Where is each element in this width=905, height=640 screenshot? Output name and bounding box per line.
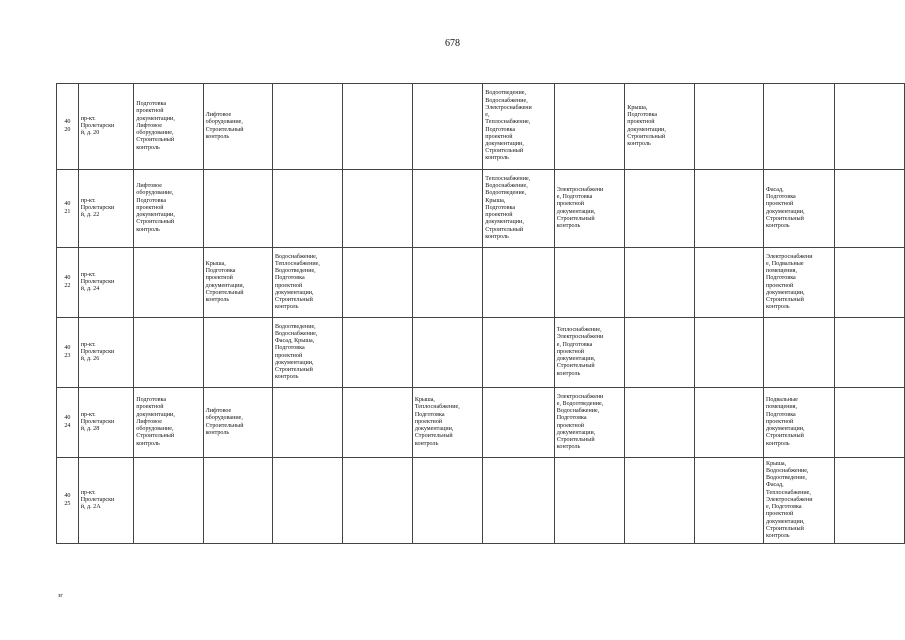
work-cell bbox=[694, 248, 763, 318]
work-text: Водоотведение, Водоснабжение, Фасад, Крыша, Подготовка проектной документации, Строительный контроль bbox=[274, 323, 318, 381]
row-number: 40 20 bbox=[64, 119, 71, 133]
work-text: Фасад, Подготовка проектной документации, Строительный контроль bbox=[766, 186, 805, 229]
work-cell bbox=[483, 170, 554, 248]
work-cell bbox=[483, 84, 554, 170]
work-cell bbox=[412, 318, 482, 388]
work-cell bbox=[203, 170, 272, 248]
work-text: Крыша, Теплоснабжение, Подготовка проектной документации, Строительный контроль bbox=[414, 397, 460, 447]
work-cell bbox=[412, 84, 482, 170]
work-cell bbox=[764, 170, 835, 248]
row-number: 40 21 bbox=[64, 201, 71, 215]
work-text: Лифтовое оборудование, Строительный контроль bbox=[205, 112, 244, 140]
address-text: пр-кт. Пролетарски й, д. 28 bbox=[80, 411, 115, 433]
work-cell bbox=[203, 84, 272, 170]
work-text: Электроснабжени е, Подвальные помещения, Подготовка проектной документации, Строительный контроль bbox=[766, 253, 813, 311]
work-cell bbox=[764, 84, 835, 170]
work-cell bbox=[134, 170, 203, 248]
work-cell bbox=[554, 170, 625, 248]
work-cell bbox=[554, 84, 625, 170]
work-cell bbox=[625, 388, 694, 458]
work-cell bbox=[203, 248, 272, 318]
work-cell bbox=[343, 458, 412, 544]
work-cell bbox=[134, 84, 203, 170]
row-number-cell bbox=[57, 248, 79, 318]
work-cell bbox=[134, 388, 203, 458]
work-cell bbox=[554, 458, 625, 544]
row-number: 40 22 bbox=[64, 275, 71, 289]
work-cell bbox=[834, 170, 904, 248]
table-row bbox=[57, 318, 905, 388]
work-cell bbox=[694, 388, 763, 458]
table-row bbox=[57, 84, 905, 170]
work-cell bbox=[343, 84, 412, 170]
work-text: Водоотведение, Водоснабжение, Электроснабжени е, Теплоснабжение, Подготовка проектной документации, Строительный контроль bbox=[485, 90, 532, 162]
work-cell bbox=[343, 318, 412, 388]
work-cell bbox=[483, 248, 554, 318]
work-cell bbox=[272, 84, 342, 170]
address-text: пр-кт. Пролетарски й, д. 20 bbox=[80, 115, 115, 137]
address-text: пр-кт. Пролетарски й, д. 26 bbox=[80, 341, 115, 363]
work-schedule-table bbox=[56, 83, 905, 544]
work-cell bbox=[554, 318, 625, 388]
work-cell bbox=[412, 458, 482, 544]
work-cell bbox=[834, 248, 904, 318]
work-cell bbox=[272, 388, 342, 458]
work-cell bbox=[483, 458, 554, 544]
work-cell bbox=[272, 248, 342, 318]
address-text: пр-кт. Пролетарски й, д. 22 bbox=[80, 197, 115, 219]
work-cell bbox=[764, 388, 835, 458]
work-text: Крыша, Подготовка проектной документации, Строительный контроль bbox=[627, 104, 666, 147]
work-cell bbox=[764, 318, 835, 388]
work-cell bbox=[483, 318, 554, 388]
work-cell bbox=[764, 458, 835, 544]
work-cell bbox=[272, 458, 342, 544]
work-text: Подвальные помещения, Подготовка проектной документации, Строительный контроль bbox=[766, 397, 805, 447]
work-cell bbox=[412, 248, 482, 318]
work-cell bbox=[412, 388, 482, 458]
work-text: Водоснабжение, Теплоснабжение, Водоотведение, Подготовка проектной документации, Строительный контроль bbox=[274, 253, 320, 311]
row-number-cell bbox=[57, 318, 79, 388]
address-cell bbox=[78, 248, 134, 318]
work-cell bbox=[694, 170, 763, 248]
work-text: Крыша, Водоснабжение, Водоотведение, Фасад, Теплоснабжение, Электроснабжени е, Подготовка проектной документации, Строительный контроль bbox=[766, 460, 813, 539]
work-cell bbox=[134, 318, 203, 388]
work-cell bbox=[834, 84, 904, 170]
work-text: Подготовка проектной документации, Лифтовое оборудование, Строительный контроль bbox=[136, 397, 175, 447]
address-cell bbox=[78, 318, 134, 388]
row-number-cell bbox=[57, 170, 79, 248]
work-text: Лифтовое оборудование, Подготовка проектной документации, Строительный контроль bbox=[136, 183, 175, 233]
work-cell bbox=[483, 388, 554, 458]
work-cell bbox=[625, 170, 694, 248]
work-cell bbox=[343, 170, 412, 248]
row-number-cell bbox=[57, 388, 79, 458]
work-cell bbox=[272, 170, 342, 248]
work-cell bbox=[134, 458, 203, 544]
work-text: Лифтовое оборудование, Строительный контроль bbox=[205, 408, 244, 436]
row-number-cell bbox=[57, 458, 79, 544]
work-cell bbox=[625, 248, 694, 318]
work-cell bbox=[203, 458, 272, 544]
work-cell bbox=[625, 84, 694, 170]
work-text: Теплоснабжение, Электроснабжени е, Подготовка проектной документации, Строительный контроль bbox=[556, 327, 604, 377]
work-cell bbox=[694, 318, 763, 388]
work-cell bbox=[272, 318, 342, 388]
work-text: Теплоснабжение, Водоснабжение, Водоотведение, Крыша, Подготовка проектной документации, Строительный контроль bbox=[485, 176, 531, 240]
work-cell bbox=[343, 248, 412, 318]
row-number: 40 24 bbox=[64, 415, 71, 429]
row-number: 40 25 bbox=[64, 493, 71, 507]
address-cell bbox=[78, 458, 134, 544]
page-number: 678 bbox=[445, 38, 460, 49]
work-cell bbox=[343, 388, 412, 458]
table-row bbox=[57, 458, 905, 544]
work-text: Электроснабжени е, Подготовка проектной документации, Строительный контроль bbox=[556, 186, 604, 229]
work-text: Подготовка проектной документации, Лифтовое оборудование, Строительный контроль bbox=[136, 101, 175, 151]
address-cell bbox=[78, 170, 134, 248]
row-number: 40 23 bbox=[64, 345, 71, 359]
address-cell bbox=[78, 388, 134, 458]
work-cell bbox=[694, 458, 763, 544]
work-cell bbox=[625, 458, 694, 544]
work-cell bbox=[694, 84, 763, 170]
work-cell bbox=[134, 248, 203, 318]
work-cell bbox=[554, 248, 625, 318]
address-text: пр-кт. Пролетарски й, д. 2А bbox=[80, 489, 115, 511]
footer-mark: зг bbox=[58, 593, 63, 599]
work-cell bbox=[834, 458, 904, 544]
work-cell bbox=[554, 388, 625, 458]
table-row bbox=[57, 170, 905, 248]
work-cell bbox=[834, 388, 904, 458]
work-cell bbox=[412, 170, 482, 248]
address-cell bbox=[78, 84, 134, 170]
work-cell bbox=[764, 248, 835, 318]
table-row bbox=[57, 388, 905, 458]
work-text: Крыша, Подготовка проектной документации, Строительный контроль bbox=[205, 260, 245, 303]
work-cell bbox=[203, 318, 272, 388]
work-cell bbox=[203, 388, 272, 458]
row-number-cell bbox=[57, 84, 79, 170]
work-cell bbox=[625, 318, 694, 388]
work-text: Электроснабжени е, Водоотведение, Водоснабжение, Подготовка проектной документации, Строительный контроль bbox=[556, 393, 604, 451]
work-cell bbox=[834, 318, 904, 388]
table-row bbox=[57, 248, 905, 318]
address-text: пр-кт. Пролетарски й, д. 24 bbox=[80, 271, 115, 293]
